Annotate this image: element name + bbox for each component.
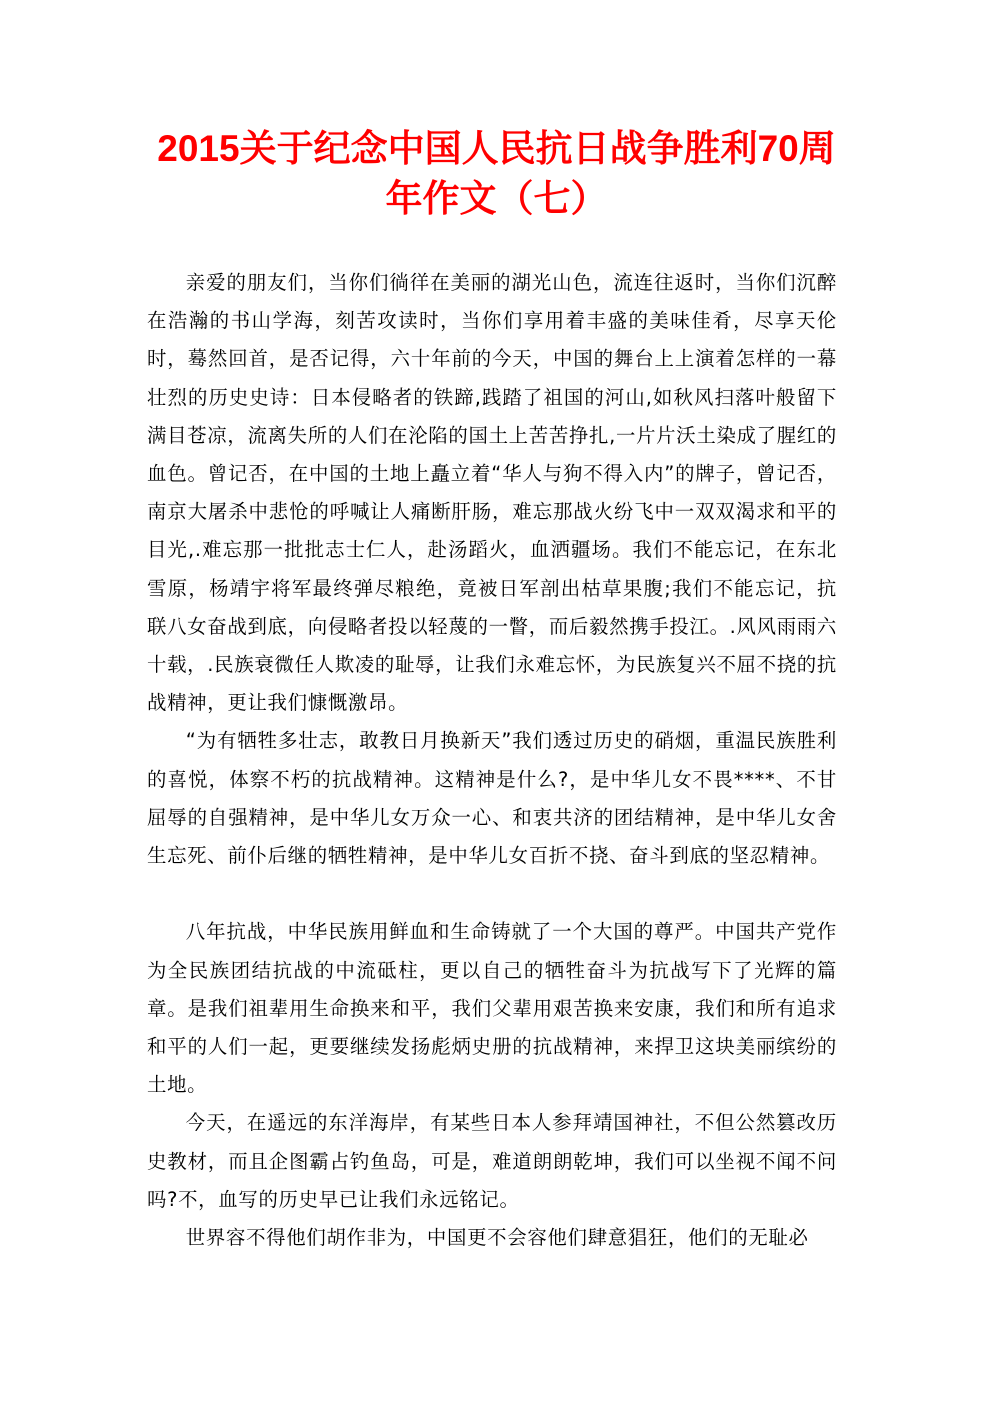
title-line-2: 年作文（七）: [385, 178, 608, 219]
paragraph-4: 今天，在遥远的东洋海岸，有某些日本人参拜靖国神社，不但公然篡改历史教材，而且企图霸占钓鱼岛，可是，难道朗朗乾坤，我们可以坐视不闻不问吗?不，血写的历史早已让我们永远铭记。: [147, 1111, 837, 1211]
paragraph-3: 八年抗战，中华民族用鲜血和生命铸就了一个大国的尊严。中国共产党作为全民族团结抗战的中流砥柱，更以自己的牺牲奋斗为抗战写下了光辉的篇章。是我们祖辈用生命换来和平，我们父辈用艰苦换来安康，我们和所有追求和平的人们一起，更要继续发扬彪炳史册的抗战精神，来捍卫这块美丽缤纷的土地。: [147, 920, 837, 1097]
title-line-1: 2015关于纪念中国人民抗日战争胜利70周: [157, 128, 836, 169]
paragraph-2: “为有牺牲多壮志，敢教日月换新天”我们透过历史的硝烟，重温民族胜利的喜悦，体察不朽的抗战精神。这精神是什么?，是中华儿女不畏****、不甘屈辱的自强精神，是中华儿女万众一心、和衷共济的团结精神，是中华儿女舍生忘死、前仆后继的牺牲精神，是中华儿女百折不挠、奋斗到底的坚忍精神。: [147, 729, 837, 868]
document-title: [120, 124, 873, 224]
paragraph-1: 亲爱的朋友们，当你们徜徉在美丽的湖光山色，流连往返时，当你们沉醉在浩瀚的书山学海，刻苦攻读时，当你们享用着丰盛的美味佳肴，尽享天伦时，蓦然回首，是否记得，六十年前的今天，中国的舞台上上演着怎样的一幕壮烈的历史史诗：日本侵略者的铁蹄,践踏了祖国的河山,如秋风扫落叶般留下满目苍凉，流离失所的人们在沦陷的国土上苦苦挣扎,一片片沃土染成了腥红的血色。曾记否，在中国的土地上矗立着“华人与狗不得入内”的牌子，曾记否，南京大屠杀中悲怆的呼喊让人痛断肝肠，难忘那战火纷飞中一双双渴求和平的目光,.难忘那一批批志士仁人，赴汤蹈火，血洒疆场。我们不能忘记，在东北雪原，杨靖宇将军最终弹尽粮绝，竟被日军剖出枯草果腹;我们不能忘记，抗联八女奋战到底，向侵略者投以轻蔑的一瞥，而后毅然携手投江。.风风雨雨六十载，.民族衰微任人欺凌的耻辱，让我们永难忘怀，为民族复兴不屈不挠的抗战精神，更让我们慷慨激昂。: [147, 271, 837, 715]
document-body: [147, 264, 837, 1257]
paragraph-5: 世界容不得他们胡作非为，中国更不会容他们肆意猖狂，他们的无耻必: [185, 1226, 809, 1250]
blank-line: [147, 875, 837, 913]
